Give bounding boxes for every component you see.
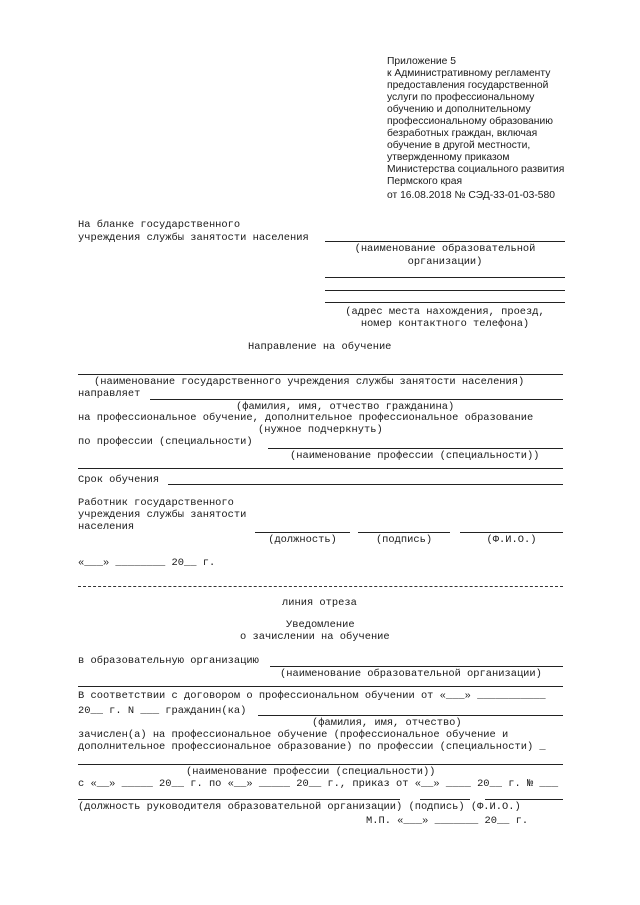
person-line [150,399,563,400]
notice-title: Уведомление [286,619,355,631]
head-position-line [78,799,400,800]
to-org-caption: (наименование образовательной организации) [280,668,542,680]
worker-label-line3: населения [78,521,135,533]
appendix-line: обучению и дополнительному [387,104,531,115]
cut-label: линия отреза [282,597,357,609]
notice-subtitle: о зачислении на обучение [240,631,390,643]
org-extra-line [325,277,565,278]
person-caption: (фамилия, имя, отчество гражданина) [236,401,455,413]
appendix-line: Министерства социального развития [387,164,565,175]
appendix-line: к Административному регламенту [387,68,551,79]
appendix-line: обучение в другой местности, [387,140,531,151]
sign-captions: (должность руководителя образовательной организации) (подпись) (Ф.И.О.) [78,801,521,813]
to-org-line [270,666,563,667]
blank-line-2 [78,686,563,687]
sends-label: направляет [78,388,141,400]
signature-caption: (подпись) [375,534,433,546]
head-fio-line [485,799,563,800]
underline-note: (нужное подчеркнуть) [258,424,383,436]
blank-label-line1: На бланке государственного [78,219,241,231]
profession-label: по профессии (специальности) [78,436,253,448]
date-line: «___» ________ 20__ г. [78,557,216,569]
address-line [325,290,565,291]
address-caption-2: номер контактного телефона) [360,318,530,330]
profession-fill-line [78,764,563,765]
profession-line [268,448,563,449]
direction-title: Направление на обучение [248,341,392,353]
head-signature-line [420,799,470,800]
org-caption: (наименование образовательной [354,243,536,255]
profession-fill-caption: (наименование профессии (специальности)) [186,766,436,778]
fio-line [460,532,563,533]
appendix-line: Приложение 5 [387,56,456,67]
training-term-line [168,484,563,485]
position-caption: (должность) [268,534,337,546]
training-term-label: Срок обучения [78,474,160,486]
blank-line [78,468,563,469]
training-type-text: на профессиональное обучение, дополнительное профессиональное образование [78,412,534,424]
org-name-line [325,241,565,242]
fio-caption: (Ф.И.О.) [486,534,537,546]
fio-fill-caption: (фамилия, имя, отчество) [312,717,462,729]
appendix-line: профессиональному образованию [387,116,553,127]
contract-line: В соответствии с договором о профессиональном обучении от «___» ___________ [78,690,546,702]
appendix-line: от 16.08.2018 № СЭД-33-01-03-580 [387,190,555,201]
position-line [255,532,350,533]
appendix-line: утвержденному приказом [387,152,510,163]
address-line-2 [325,302,565,303]
period-line: с «__» _____ 20__ г. по «__» _____ 20__ г., приказ от «__» ____ 20__ г. № ___ [78,778,559,790]
enrolled-line1: зачислен(а) на профессиональное обучение (профессиональное обучение и [78,729,509,741]
signature-line [358,532,450,533]
appendix-line: безработных граждан, включая [387,128,538,139]
appendix-line: услуги по профессиональному [387,92,535,103]
blank-label-line2: учреждения службы занятости населения [78,232,309,244]
worker-label-line1: Работник государственного [78,497,234,509]
org-caption-2: организации) [407,256,483,268]
year-line: 20__ г. N ___ гражданин(ка) [78,705,247,717]
to-org-label: в образовательную организацию [78,655,259,667]
address-caption: (адрес места нахождения, проезд, [345,306,545,318]
center-name-caption: (наименование государственного учреждения службы занятости населения) [94,376,525,388]
profession-caption: (наименование профессии (специальности)) [290,450,540,462]
stamp-date-line: М.П. «___» _______ 20__ г. [366,815,529,827]
worker-label-line2: учреждения службы занятости [78,509,247,521]
cut-line [78,586,563,587]
fio-fill-line [258,715,563,716]
center-name-line [78,374,563,375]
appendix-line: предоставления государственной [387,80,549,91]
appendix-line: Пермского края [387,176,463,187]
enrolled-line2: дополнительное профессиональное образование) по профессии (специальности) _ [78,741,546,753]
